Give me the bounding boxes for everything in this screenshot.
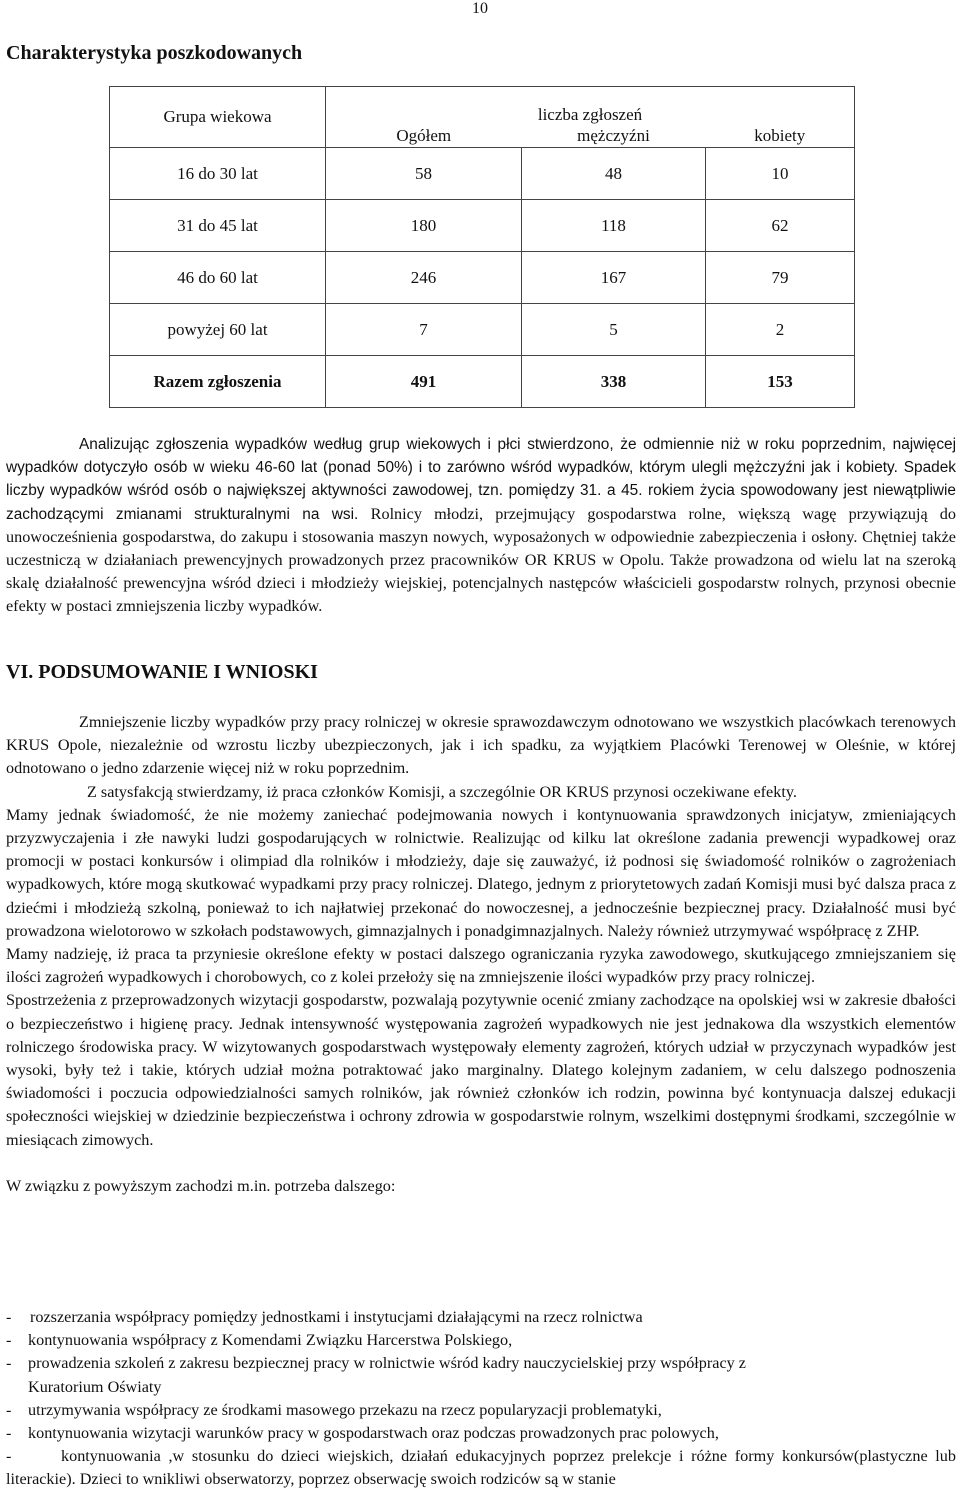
cell-men: 338 — [522, 356, 706, 408]
list-item-text: kontynuowania wizytacji warunków pracy w gospodarstwach oraz podczas prowadzonych prac polowych, — [28, 1424, 719, 1443]
cell-women: 153 — [706, 356, 855, 408]
needs-list — [6, 1306, 956, 1492]
cell-men: 118 — [522, 200, 706, 252]
list-dash: - — [6, 1354, 12, 1373]
list-item-text: kontynuowania ,w stosunku do dzieci wiejskich, działań edukacyjnych poprzez prelekcje i różne formy konkursów(plastyczne lub literackie). Dzieci to wnikliwi obserwatorzy, poprzez obserwację swoich rodziców są w stanie — [6, 1447, 956, 1489]
summary-row — [110, 356, 855, 408]
column-header-men: mężczyźni — [522, 125, 706, 148]
group-header: Grupa wiekowa — [110, 87, 326, 148]
count-header: liczba zgłoszeń — [326, 87, 855, 126]
summary-paragraph-3: Mamy jednak świadomość, że nie możemy zaniechać podejmowania nowych i kontynuowania sprawdzonych inicjatyw, zmieniających przyzwyczajenia i złe nawyki ludzi gospodarujących w rolnictwie. Realizując od kilku lat określone zadania prewencji wypadkowej oraz promocji w postaci konkursów i olimpiad dla rolników i młodzieży, daje się zauważyć, iż podnosi się świadomość rolników o zagrożeniach wypadkowych, które mogą skutkować wypadkami przy pracy rolniczej. Dlatego, jednym z priorytetowych zadań Komisji musi być dalsza praca z dziećmi i młodzieżą szkolną, ponieważ to ich najłatwiej przekonać do nowoczesnej, a jednocześnie bezpiecznej pracy. Działalność musi być prowadzona wielotorowo w szkołach podstawowych, gimnazjalnych i ponadgimnazjalnych. Należy również utrzymywać współpracę z ZHP. — [6, 805, 956, 940]
cell-group: 16 do 30 lat — [110, 148, 326, 200]
analysis-paragraph — [6, 433, 956, 619]
summary-paragraph-6: W związku z powyższym zachodzi m.in. potrzeba dalszego: — [6, 1176, 396, 1195]
summary-block — [6, 711, 956, 1198]
list-item-text: kontynuowania współpracy z Komendami Związku Harcerstwa Polskiego, — [28, 1331, 513, 1350]
cell-women: 2 — [706, 304, 855, 356]
table-row — [110, 200, 855, 252]
table-row — [110, 304, 855, 356]
cell-men: 167 — [522, 252, 706, 304]
cell-total: 7 — [326, 304, 522, 356]
cell-group: Razem zgłoszenia — [110, 356, 326, 408]
farmers-text: Rolnicy młodzi, przejmujący gospodarstwa rolne, większą wagę przywiązują do unowocześnienia gospodarstwa, do zakupu i stosowania maszyn nowych, wyposażonych w odpowiednie zabezpieczenia i osłony. Chętniej także uczestniczą w działaniach prewencyjnych prowadzonych przez pracowników OR KRUS w Opolu. Także prowadzona od wielu lat na szeroką skalę działalność prewencyjna wśród dzieci i młodzieży wiejskiej, potencjalnych następców właścicieli gospodarstw rolnych, przynosi obecnie efekty w postaci zmniejszenia liczby wypadków. — [6, 504, 956, 616]
cell-total: 180 — [326, 200, 522, 252]
cell-women: 10 — [706, 148, 855, 200]
list-dash: - — [6, 1424, 12, 1443]
summary-paragraph-1: Zmniejszenie liczby wypadków przy pracy rolniczej w okresie sprawozdawczym odnotowano we wszystkich placówkach terenowych KRUS Opole, niezależnie od wzrostu liczby ubezpieczonych, jak i ich spadku, za wyjątkiem Placówki Terenowej w Oleśnie, w której odnotowano o jedno zdarzenie więcej niż w roku poprzednim. — [6, 713, 956, 778]
summary-paragraph-2: Z satysfakcją stwierdzamy, iż praca członków Komisji, a szczególnie OR KRUS przynosi oczekiwane efekty. — [87, 782, 797, 801]
age-group-table — [109, 86, 855, 408]
cell-group: powyżej 60 lat — [110, 304, 326, 356]
list-dash: - — [6, 1308, 12, 1326]
list-item — [6, 1399, 956, 1422]
table-row — [110, 252, 855, 304]
section-title: Charakterystyka poszkodowanych — [6, 42, 303, 64]
column-header-total: Ogółem — [326, 125, 522, 148]
summary-paragraph-4: Mamy nadzieję, iż praca ta przyniesie określone efekty w postaci dalszego ograniczania ryzyka zawodowego, skutkującego zmniejszaniem się ilości zagrożeń wypadkowych i chorobowych, co z kolei przełoży się na zmniejszenie ilości wypadków przy pracy rolniczej. — [6, 945, 956, 987]
summary-heading: VI. PODSUMOWANIE I WNIOSKI — [6, 661, 318, 683]
list-dash: - — [6, 1447, 12, 1466]
cell-women: 79 — [706, 252, 855, 304]
analysis-text: Analizując zgłoszenia wypadków według grup wiekowych i płci stwierdzono, że odmiennie niż w roku poprzednim, najwięcej wypadków dotyczyło osób w wieku 46-60 lat (ponad 50%) i to zarówno wśród wypadków, którym ulegli mężczyźni jak i kobiety. Spadek liczby wypadków wśród osób o największej aktywności zawodowej, tzn. pomiędzy 31. a 45. rokiem życia spowodowany jest niewątpliwie zachodzącymi zmianami strukturalnymi na wsi. — [6, 436, 956, 523]
table-row — [110, 148, 855, 200]
page-number: 10 — [472, 0, 488, 17]
cell-total: 58 — [326, 148, 522, 200]
cell-total: 246 — [326, 252, 522, 304]
column-header-women: kobiety — [706, 125, 855, 148]
cell-women: 62 — [706, 200, 855, 252]
list-item — [6, 1352, 956, 1398]
list-dash: - — [6, 1400, 12, 1419]
cell-group: 31 do 45 lat — [110, 200, 326, 252]
cell-group: 46 do 60 lat — [110, 252, 326, 304]
list-item — [6, 1329, 956, 1352]
list-item-text: utrzymywania współpracy ze środkami masowego przekazu na rzecz popularyzacji problematyki, — [28, 1400, 662, 1419]
list-dash: - — [6, 1331, 12, 1350]
list-item — [6, 1306, 956, 1329]
list-item — [6, 1422, 956, 1445]
list-item — [6, 1445, 956, 1491]
cell-total: 491 — [326, 356, 522, 408]
cell-men: 5 — [522, 304, 706, 356]
cell-men: 48 — [522, 148, 706, 200]
analysis-block — [6, 433, 956, 619]
summary-paragraph-5: Spostrzeżenia z przeprowadzonych wizytacji gospodarstw, pozwalają pozytywnie ocenić zmiany zachodzące na opolskiej wsi w zakresie dbałości o bezpieczeństwo i higienę pracy. Jednak intensywność występowania zagrożeń wypadkowych nie jest jednakowa dla wszystkich elementów rolniczego środowiska pracy. W wizytowanych gospodarstwach występowały elementy zagrożeń, których udział w przyczynach wypadków jest wysoki, były też i takie, których udział można potraktować jako marginalny. Dlatego kolejnym zadaniem, w celu dalszego podnoszenia świadomości i poczucia odpowiedzialności samych rolników, jak również członków ich rodzin, powinna być kontynuacja dalszej edukacji społeczności wiejskiej w dziedzinie bezpieczeństwa i ochrony zdrowia w gospodarstwie rolnym, wszelkimi dostępnymi środkami, szczególnie w miesiącach zimowych. — [6, 991, 956, 1149]
list-item-text: prowadzenia szkoleń z zakresu bezpiecznej pracy w rolnictwie wśród kadry nauczycielskiej przy współpracy z Kuratorium Oświaty — [28, 1354, 746, 1396]
list-item-text: rozszerzania współpracy pomiędzy jednostkami i instytucjami działającymi na rzecz rolnictwa — [30, 1308, 643, 1326]
